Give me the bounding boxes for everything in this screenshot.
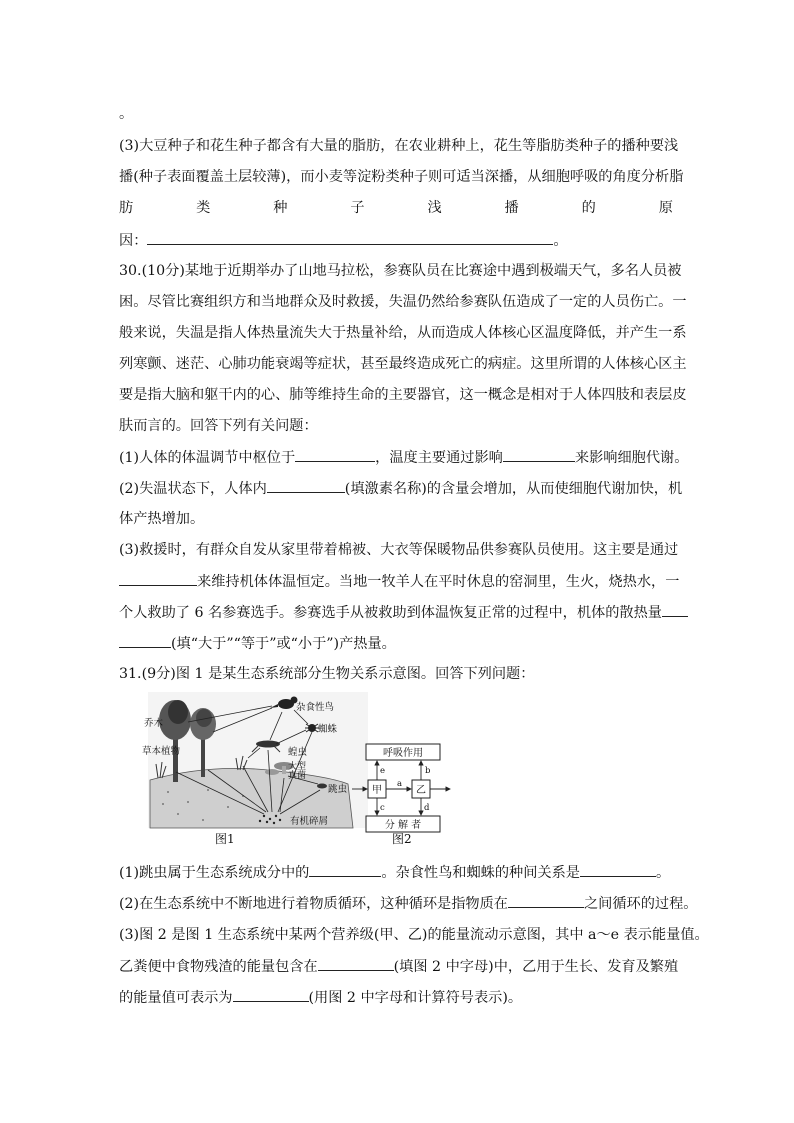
yi-label: 乙 [416, 785, 426, 796]
question-30-sub-3-cont-2 [119, 602, 688, 623]
word: 原 [658, 200, 673, 216]
word: 播 [504, 200, 519, 216]
label-debris: 有机碎屑 [290, 816, 329, 827]
respiration-label: 呼吸作用 [383, 748, 423, 759]
line-text: 。 [656, 865, 671, 881]
label-springtail: 跳虫 [328, 784, 348, 795]
line-text: (填激素名称)的含量会增加，从而使细胞代谢加快，机 [344, 481, 683, 497]
label-tree: 乔木 [144, 718, 164, 729]
question-30-sub-2-cont: 体产热增加。 [119, 511, 205, 527]
question-30-sub-3-cont [119, 571, 679, 592]
question-31-stem: 31.(9分)图 1 是某生态系统部分生物关系示意图。回答下列问题： [119, 666, 535, 682]
line-text: (用图 2 中字母和计算符号表示)。 [308, 990, 523, 1006]
question-31-sub-3-cont [119, 956, 678, 977]
question-30-line-4: 列寒颤、迷茫、心肺功能衰竭等症状，甚至最终造成死亡的病症。这里所谓的人体核心区主 [119, 356, 687, 372]
answer-blank[interactable] [508, 893, 584, 908]
word: 浅 [427, 200, 442, 216]
arrow-a-label: a [397, 779, 403, 789]
springtail-icon [317, 784, 327, 789]
question-30-sub-3: (3)救援时，有群众自发从家里带着棉被、大衣等保暖物品供参赛队员使用。这主要是通过 [119, 542, 679, 558]
figure-1-ecosystem [142, 692, 368, 828]
answer-blank[interactable] [309, 862, 381, 877]
question-31-sub-1 [119, 862, 670, 883]
answer-blank[interactable] [318, 956, 394, 971]
label-locust: 蝗虫 [288, 747, 308, 758]
label-bird: 杂食性鸟 [296, 702, 335, 713]
question-30-line-3: 般来说，失温是指人体热量流失大于热量补给，从而造成人体核心区温度降低，并产生一系 [119, 325, 687, 341]
arrow-e-label: e [380, 766, 386, 776]
arrow-c-label: c [380, 803, 385, 813]
word: 的 [581, 200, 596, 216]
text-line-1: (3)大豆种子和花生种子都含有大量的脂肪，在农业耕种上，花生等脂肪类种子的播种要浅 [119, 138, 679, 154]
line-text: (1)跳虫属于生态系统成分中的 [119, 865, 310, 881]
answer-blank[interactable] [119, 633, 171, 648]
word: 类 [196, 200, 211, 216]
figure-2-energy-flow [350, 740, 460, 836]
question-30-line-5: 要是指大脑和躯干内的心、肺等维持生命的主要器官，这一概念是相对于人体四肢和表层皮 [119, 387, 687, 403]
line-text: 个人救助了 6 名参赛选手。参赛选手从被救助到体温恢复正常的过程中，机体的散热量 [119, 605, 662, 621]
question-30-line-2: 困。尽管比赛组织方和当地群众及时救援，失温仍然给参赛队伍造成了一定的人员伤亡。一 [119, 294, 687, 310]
line-text: (填“大于”“等于”或“小于”)产热量。 [171, 636, 396, 652]
jia-label: 甲 [372, 785, 382, 796]
line-text: ，温度主要通过影响 [375, 450, 503, 466]
question-30-sub-3-cont-3 [119, 633, 396, 654]
text-line-4 [119, 230, 568, 251]
figure-2-caption: 图2 [392, 832, 412, 846]
question-30-line-6: 肤而言的。回答下列有关问题： [119, 418, 318, 434]
figure-1-caption: 图1 [215, 832, 235, 846]
answer-blank[interactable] [295, 447, 375, 462]
answer-blank[interactable] [267, 478, 345, 493]
answer-blank[interactable] [503, 447, 575, 462]
label-fungi-2: 真菌 [288, 771, 307, 781]
line-text: (2)在生态系统中不断地进行着物质循环，这种循环是指物质在 [119, 896, 508, 912]
line-text: (2)失温状态下，人体内 [119, 481, 267, 497]
arrow-d-label: d [424, 803, 430, 813]
line-text: 乙粪便中食物残渣的能量包含在 [119, 959, 318, 975]
question-31-sub-2 [119, 893, 698, 914]
text-line-2: 播(种子表面覆盖土层较薄)，而小麦等淀粉类种子则可适当深播，从细胞呼吸的角度分析脂 [119, 169, 684, 185]
line-text: 。 [553, 233, 568, 249]
arrow-b-label: b [425, 766, 431, 776]
text-line-3-justified [119, 198, 673, 218]
line-text: 来影响细胞代谢。 [574, 450, 689, 466]
line-text: 来维持机体体温恒定。当地一牧羊人在平时休息的窑洞里，生火，烧热水，一 [197, 574, 680, 590]
answer-blank[interactable] [662, 602, 688, 617]
word: 种 [273, 200, 288, 216]
text-line-0: 。 [119, 106, 134, 122]
answer-blank[interactable] [119, 571, 197, 586]
question-30-line-1: 30.(10分)某地于近期举办了山地马拉松，参赛队员在比赛途中遇到极端天气，多名人员被 [119, 263, 682, 279]
answer-blank[interactable] [580, 862, 656, 877]
line-text: (填图 2 中字母)中，乙用于生长、发育及繁殖 [393, 959, 679, 975]
label-fungi-1: 大型 [288, 762, 307, 772]
line-text: 之间循环的过程。 [583, 896, 698, 912]
question-30-sub-1 [119, 447, 688, 468]
line-text: 因： [119, 233, 148, 249]
line-text: (1)人体的体温调节中枢位于 [119, 450, 296, 466]
question-31-sub-3-cont-2 [119, 987, 522, 1008]
label-grass: 草本植物 [142, 746, 181, 757]
question-30-sub-2 [119, 478, 682, 499]
line-text: 的能量值可表示为 [119, 990, 233, 1006]
word: 肪 [119, 200, 134, 216]
word: 子 [350, 200, 365, 216]
decomposer-label: 分 解 者 [384, 820, 422, 831]
line-text: 。杂食性鸟和蜘蛛的种间关系是 [381, 865, 580, 881]
answer-blank[interactable] [147, 230, 553, 245]
label-spider: 蜘蛛 [318, 724, 338, 735]
spider-icon [305, 724, 319, 732]
answer-blank[interactable] [233, 987, 309, 1002]
question-31-sub-3: (3)图 2 是图 1 生态系统中某两个营养级(甲、乙)的能量流动示意图，其中 a～e 表示能量值。 [119, 927, 709, 943]
